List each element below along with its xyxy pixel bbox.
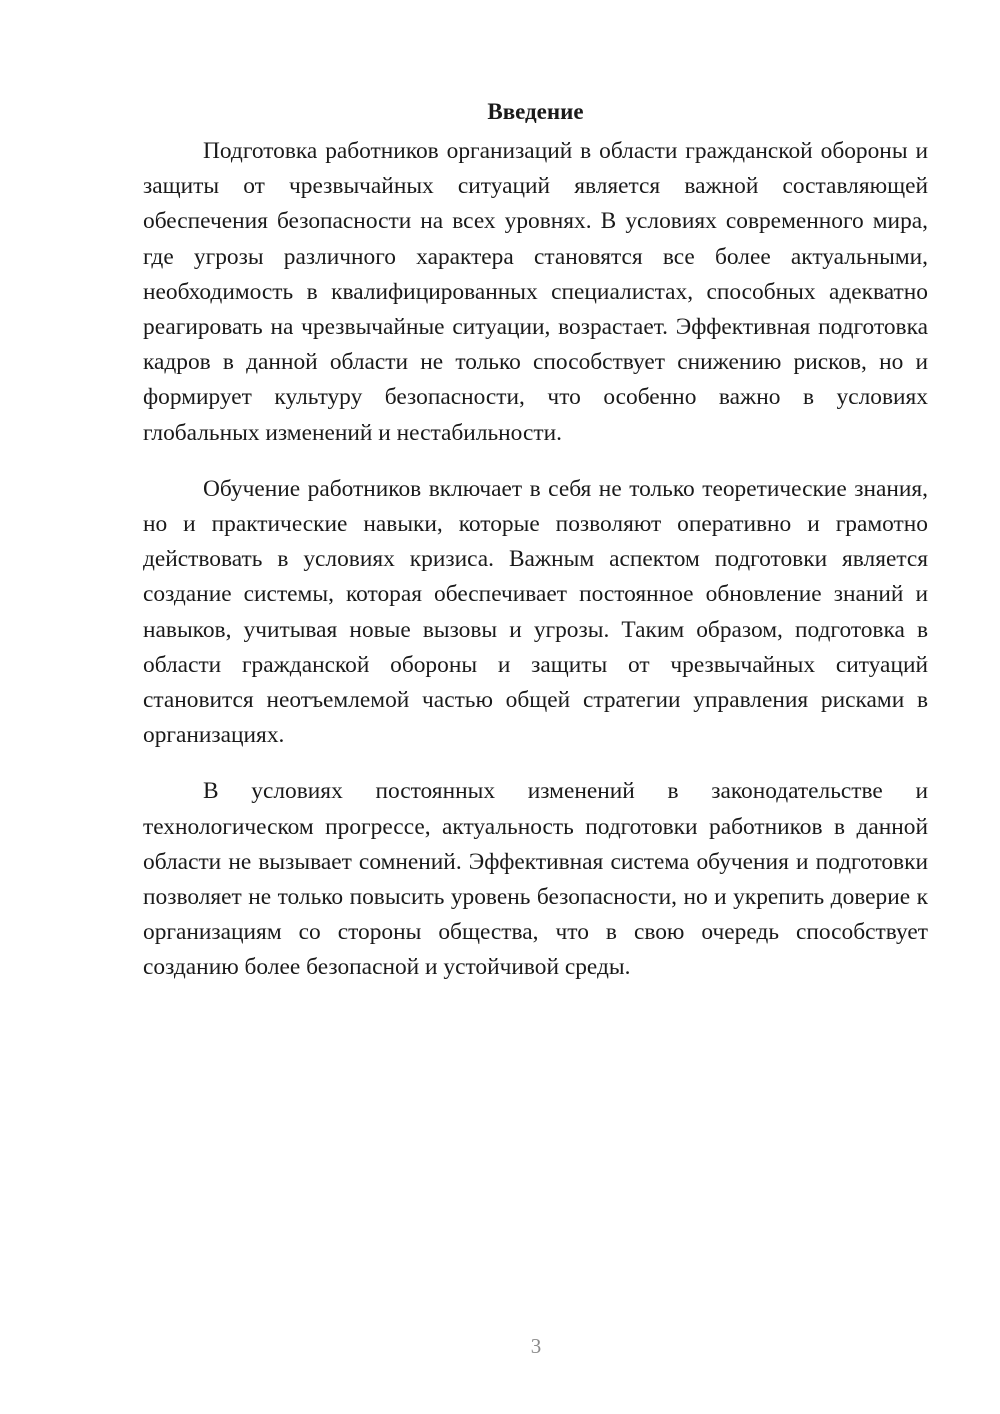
document-body: [143, 98, 928, 1007]
section-title: Введение: [487, 99, 584, 124]
paragraph: В условиях постоянных изменений в законодательстве и технологическом прогрессе, актуальность подготовки работников в данной области не вызывает сомнений. Эффективная система обучения и подготовки позволяет не только повысить уровень безопасности, но и укрепить доверие к организациям со стороны общества, что в свою очередь способствует созданию более безопасной и устойчивой среды.: [143, 778, 928, 981]
page-number: 3: [530, 1334, 542, 1358]
paragraph: Подготовка работников организаций в области гражданской обороны и защиты от чрезвычайных ситуаций является важной составляющей обеспечения безопасности на всех уровнях. В условиях современного мира, где угрозы различного характера становятся все более актуальными, необходимость в квалифицированных специалистах, способных адекватно реагировать на чрезвычайные ситуации, возрастает. Эффективная подготовка кадров в данной области не только способствует снижению рисков, но и формирует культуру безопасности, что особенно важно в условиях глобальных изменений и нестабильности.: [143, 138, 928, 446]
paragraph: Обучение работников включает в себя не только теоретические знания, но и практические навыки, которые позволяют оперативно и грамотно действовать в условиях кризиса. Важным аспектом подготовки является создание системы, которая обеспечивает постоянное обновление знаний и навыков, учитывая новые вызовы и угрозы. Таким образом, подготовка в области гражданской обороны и защиты от чрезвычайных ситуаций становится неотъемлемой частью общей стратегии управления рисками в организациях.: [143, 475, 928, 749]
